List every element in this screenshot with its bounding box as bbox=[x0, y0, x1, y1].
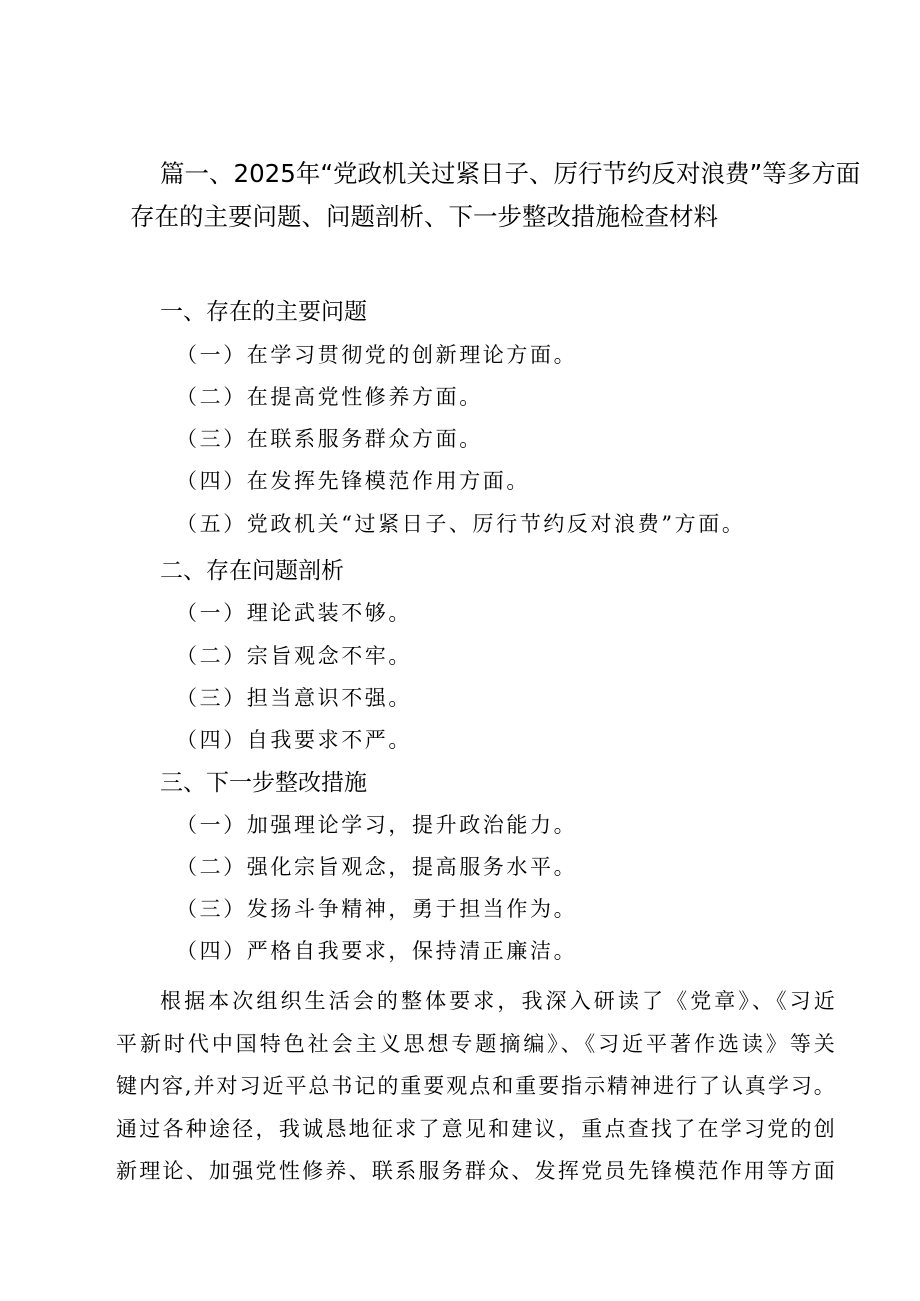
paragraph-line-2: 平新时代中国特色社会主义思想专题摘编》、《习近平著作选读》等关 bbox=[116, 1031, 836, 1056]
title-line-1: 篇一、2025年“党政机关过紧日子、厉行节约反对浪费”等多方面 bbox=[160, 159, 861, 188]
section-2-item-4: （四）自我要求不严。 bbox=[176, 728, 412, 752]
section-1-item-2: （二）在提高党性修养方面。 bbox=[176, 385, 483, 409]
paragraph-line-4: 通过各种途径，我诚恳地征求了意见和建议，重点查找了在学习党的创 bbox=[116, 1116, 836, 1141]
section-1-item-4: （四）在发挥先锋模范作用方面。 bbox=[176, 469, 530, 493]
section-1-item-1: （一）在学习贯彻党的创新理论方面。 bbox=[176, 343, 578, 367]
section-heading-2: 二、存在问题剖析 bbox=[160, 558, 344, 584]
document-title bbox=[118, 152, 861, 238]
paragraph-line-5: 新理论、加强党性修养、联系服务群众、发挥党员先锋模范作用等方面 bbox=[116, 1159, 836, 1183]
body-paragraph bbox=[116, 980, 836, 1193]
section-3-item-2: （二）强化宗旨观念，提高服务水平。 bbox=[176, 855, 578, 879]
section-2-item-3: （三）担当意识不强。 bbox=[176, 686, 412, 710]
section-3-item-4: （四）严格自我要求，保持清正廉洁。 bbox=[176, 939, 578, 963]
section-heading-3: 三、下一步整改措施 bbox=[160, 770, 367, 796]
paragraph-line-3: 键内容,并对习近平总书记的重要观点和重要指示精神进行了认真学习。 bbox=[116, 1074, 836, 1098]
section-1-item-5: （五）党政机关“过紧日子、厉行节约反对浪费”方面。 bbox=[176, 512, 746, 536]
section-3-item-3: （三）发扬斗争精神，勇于担当作为。 bbox=[176, 897, 578, 921]
section-1-item-3: （三）在联系服务群众方面。 bbox=[176, 427, 483, 451]
section-3-item-1: （一）加强理论学习，提升政治能力。 bbox=[176, 813, 578, 837]
paragraph-line-1: 根据本次组织生活会的整体要求，我深入研读了《党章》、《习近 bbox=[160, 989, 836, 1013]
section-2-item-1: （一）理论武装不够。 bbox=[176, 601, 412, 625]
title-line-2: 存在的主要问题、问题剖析、下一步整改措施检查材料 bbox=[130, 202, 718, 231]
section-2-item-2: （二）宗旨观念不牢。 bbox=[176, 644, 412, 668]
section-heading-1: 一、存在的主要问题 bbox=[160, 299, 367, 325]
